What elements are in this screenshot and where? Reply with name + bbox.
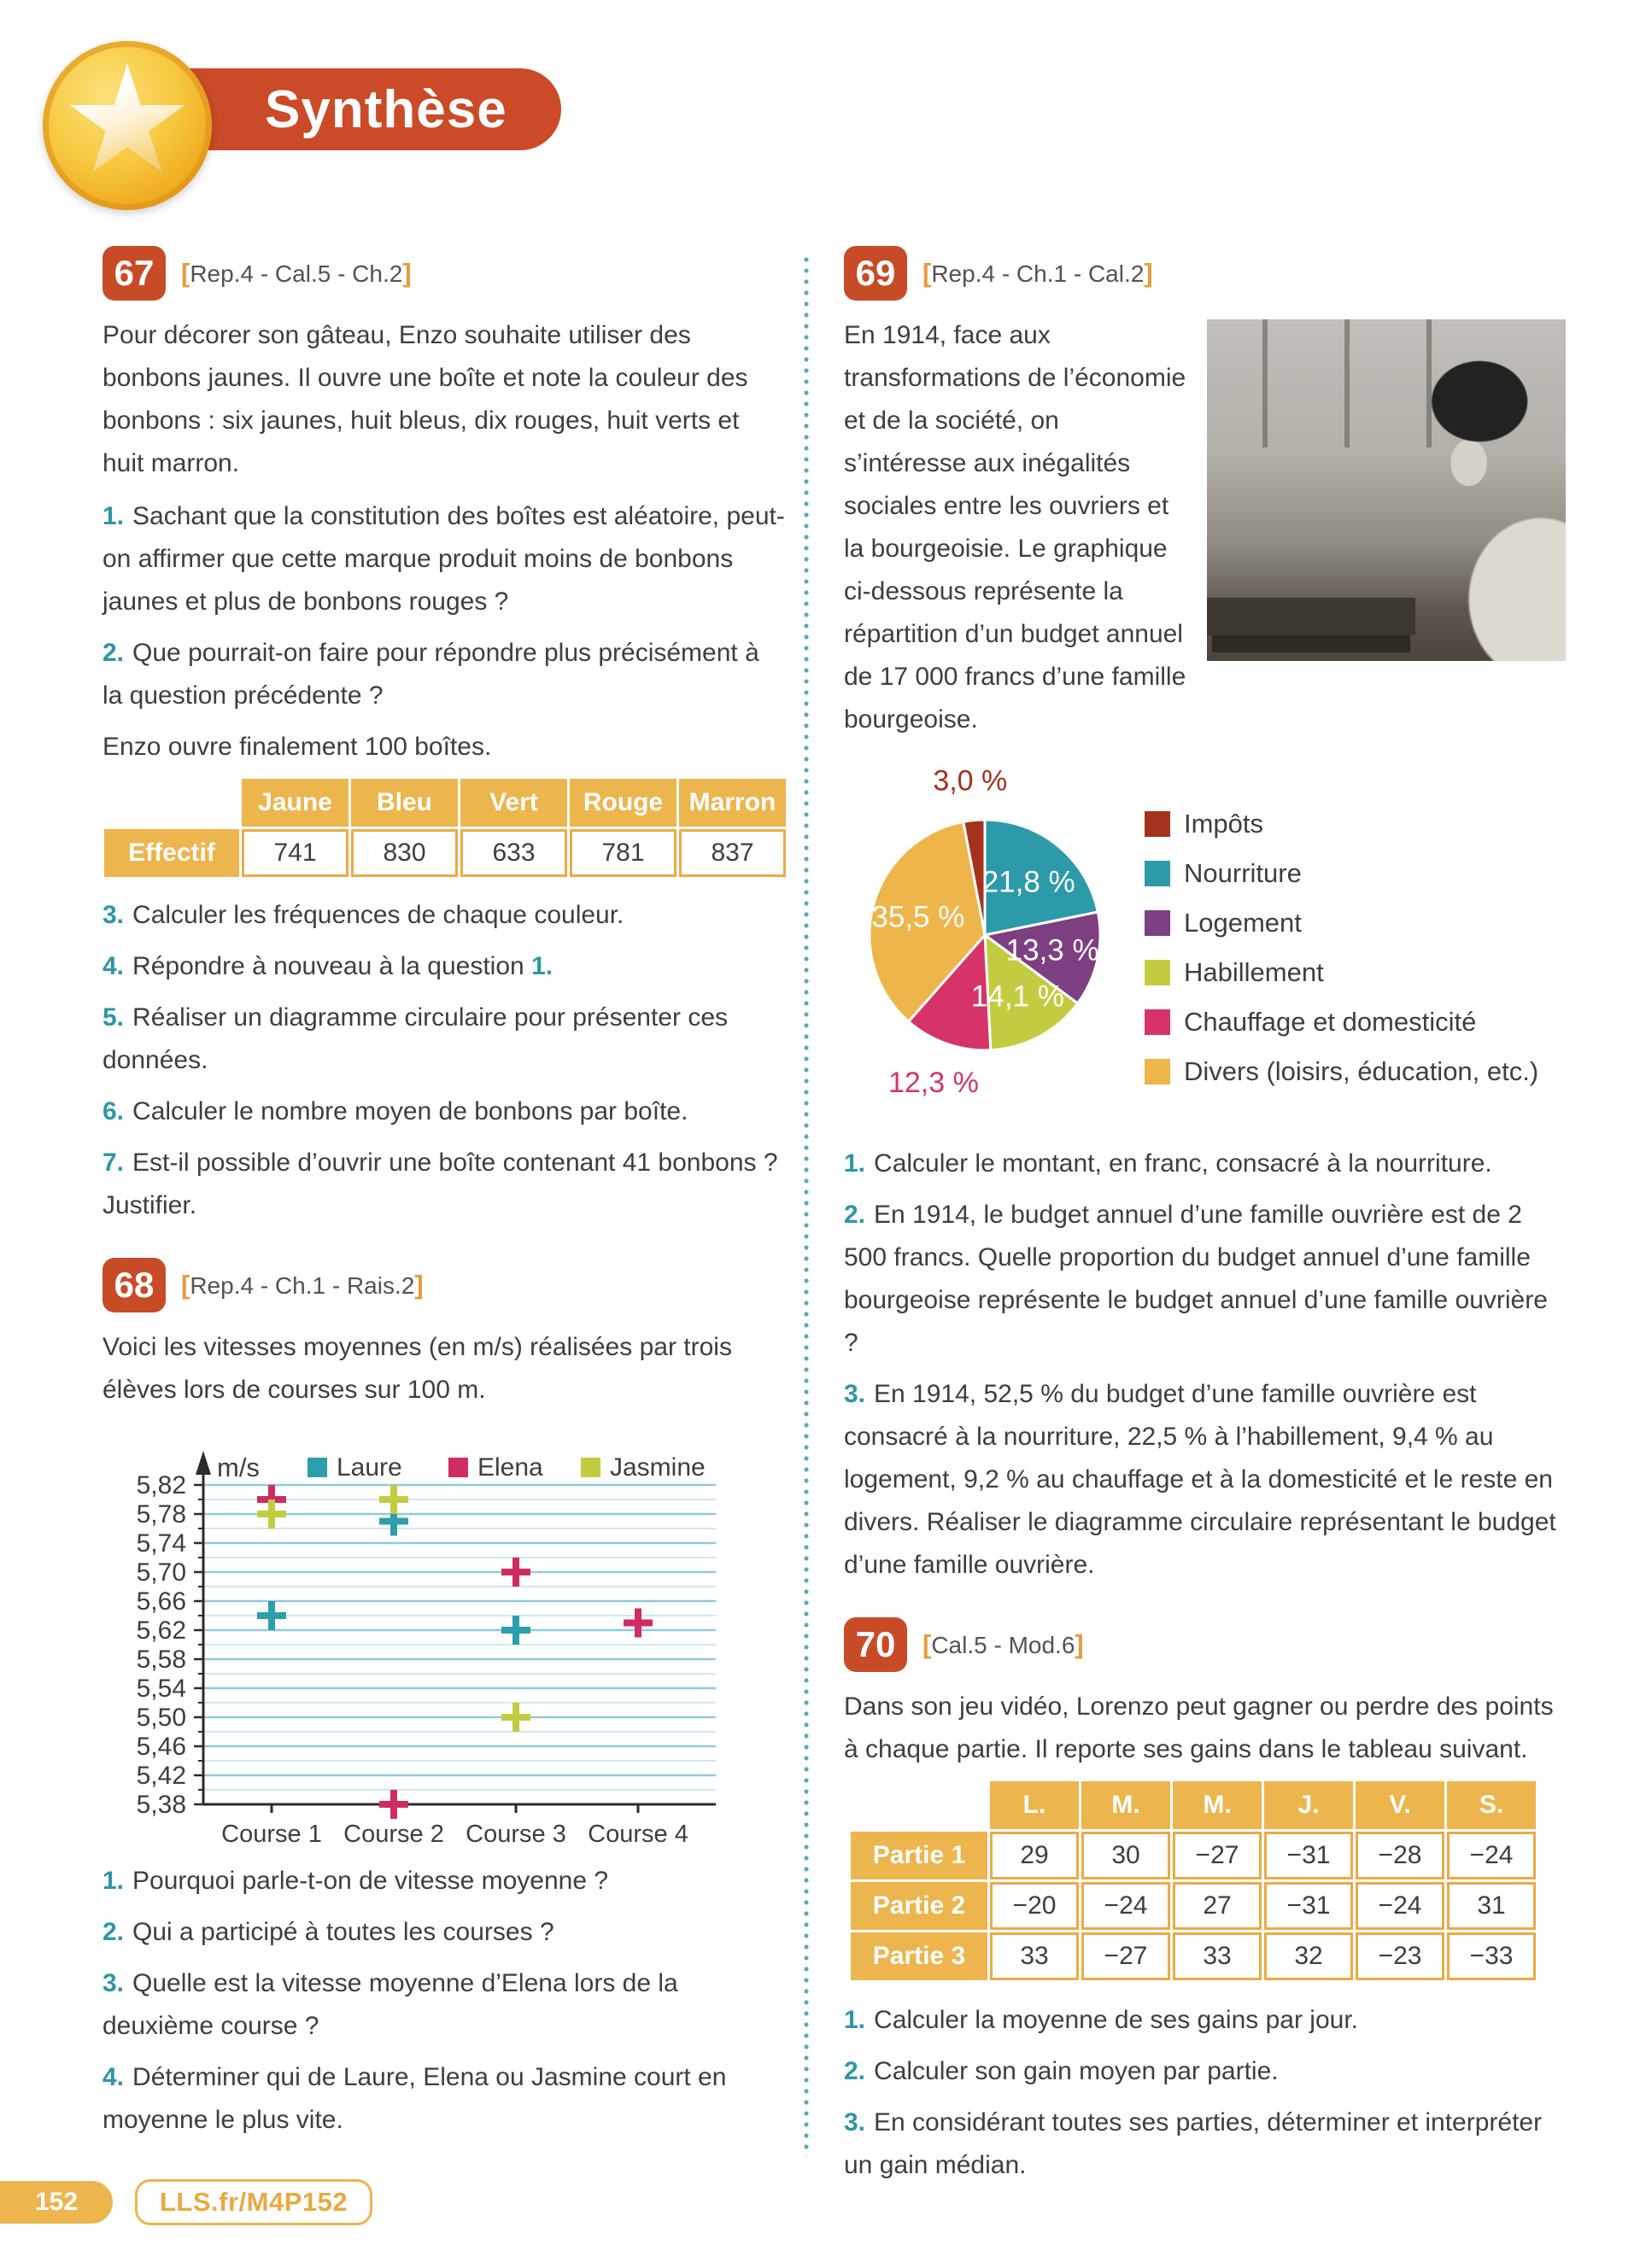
y-tick-label: 5,42 [136, 1762, 186, 1790]
question-text: Pourquoi parle-t-on de vitesse moyenne ? [132, 1867, 609, 1895]
pie-legend-item [1145, 958, 1538, 987]
exercise-number-badge: 67 [102, 246, 166, 301]
data-marker-laure [257, 1601, 286, 1630]
y-tick-label: 5,50 [136, 1704, 186, 1732]
table-corner-blank [851, 1781, 987, 1829]
question-text: En considérant toutes ses parties, déterminer et interpréter un gain médian. [844, 2108, 1543, 2179]
question-text: Calculer le nombre moyen de bonbons par boîte. [132, 1097, 688, 1125]
table-value: 837 [679, 829, 786, 877]
pie-slice-label: 13,3 % [1005, 933, 1099, 967]
question [844, 1999, 1566, 2042]
question [844, 2050, 1566, 2093]
bracket: ] [414, 1270, 424, 1300]
question-number: 3. [844, 1380, 866, 1408]
x-tick-label: Course 1 [221, 1821, 322, 1848]
pie-slice-label: 3,0 % [933, 764, 1008, 798]
legend-label: Jasmine [610, 1453, 706, 1482]
question-number: 2. [844, 1201, 866, 1229]
exercise-68-intro: Voici les vitesses moyennes (en m/s) réalisées par trois élèves lors de courses sur 100 m. [102, 1333, 732, 1404]
exercise-67-questions-after [102, 894, 786, 1227]
question-text: Calculer son gain moyen par partie. [874, 2057, 1279, 2085]
question-text: Sachant que la constitution des boîtes est aléatoire, peut-on affirmer que cette marque produit moins de bonbons jaunes et plus de bonbons rouges ? [102, 502, 785, 616]
exercise-tag-text: Rep.4 - Ch.1 - Rais.2 [190, 1272, 415, 1299]
photo-woman-workshop [1207, 319, 1566, 661]
page-title: Synthèse [265, 79, 507, 139]
legend-label: Chauffage et domesticité [1184, 1007, 1477, 1037]
bracket: ] [1075, 1629, 1084, 1659]
column-header: M. [1081, 1781, 1170, 1829]
exercise-tag-text: Rep.4 - Cal.5 - Ch.2 [190, 260, 403, 287]
bracket: [ [922, 258, 932, 288]
exercise-70-questions [844, 1999, 1566, 2187]
question [844, 1373, 1566, 1587]
pie-legend-item [1145, 859, 1538, 888]
column-header: Bleu [351, 779, 458, 827]
pie-legend-item [1145, 1008, 1538, 1037]
question [102, 945, 786, 988]
y-tick-label: 5,74 [136, 1529, 186, 1558]
column-header: S. [1447, 1781, 1536, 1829]
y-axis-arrow [196, 1451, 211, 1475]
exercise-67-questions-before [102, 495, 786, 717]
y-tick-label: 5,62 [136, 1616, 186, 1645]
question-text: Calculer le montant, en franc, consacré à la nourriture. [874, 1149, 1492, 1178]
row-header: Partie 2 [851, 1882, 987, 1930]
table-value: −24 [1447, 1832, 1536, 1879]
table-value: 27 [1173, 1882, 1262, 1930]
y-tick-label: 5,66 [136, 1587, 186, 1616]
exercise-tags [922, 1629, 1084, 1660]
table-value: 781 [570, 829, 676, 877]
pie-chart-legend [1145, 810, 1538, 1107]
y-tick-label: 5,58 [136, 1645, 186, 1674]
exercise-number-badge: 69 [844, 246, 907, 301]
scatter-chart-svg [102, 1422, 735, 1849]
column-header: Marron [679, 779, 786, 827]
legend-label: Nourriture [1184, 858, 1302, 888]
x-tick-label: Course 3 [466, 1821, 566, 1848]
candy-colors-table [104, 779, 786, 877]
table-value: −24 [1081, 1882, 1170, 1930]
data-marker-jasmine [257, 1499, 286, 1529]
table-value: 31 [1447, 1882, 1536, 1930]
exercise-70-intro: Dans son jeu vidéo, Lorenzo peut gagner ou perdre des points à chaque partie. Il reporte ses gains dans le tableau suivant. [844, 1692, 1554, 1763]
row-header: Partie 3 [851, 1932, 987, 1980]
question [102, 632, 786, 717]
question [102, 1142, 786, 1227]
row-header: Partie 1 [851, 1832, 987, 1879]
speeds-scatter-chart [102, 1422, 786, 1853]
legend-swatch [1145, 1009, 1170, 1035]
table-value: 633 [460, 829, 567, 877]
x-tick-label: Course 2 [343, 1821, 444, 1848]
question-number: 4. [102, 952, 125, 980]
question-text: En 1914, le budget annuel d’une famille ouvrière est de 2 500 francs. Quelle proportion du budget annuel d’une famille bourgeoise représente le budget annuel d’une famille ouvrière ? [844, 1201, 1548, 1357]
pie-legend-item [1145, 909, 1538, 938]
exercise-69-header [844, 246, 1566, 301]
column-divider [804, 256, 809, 2156]
table-value: −31 [1264, 1882, 1353, 1930]
question [102, 1090, 786, 1133]
column-header: Vert [460, 779, 567, 827]
question [844, 2101, 1566, 2187]
star-icon [67, 63, 187, 183]
exercise-67-intro: Pour décorer son gâteau, Enzo souhaite utiliser des bonbons jaunes. Il ouvre une boîte et note la couleur des bonbons : six jaunes, huit bleus, dix rouges, huit verts et huit marron. [102, 321, 748, 477]
column-header: V. [1356, 1781, 1444, 1829]
exercise-tags [181, 258, 412, 289]
question-text: Que pourrait-on faire pour répondre plus précisément à la question précédente ? [102, 639, 759, 710]
legend-swatch [1145, 960, 1170, 985]
exercise-68-questions [102, 1860, 786, 2142]
question-text: Réaliser un diagramme circulaire pour présenter ces données. [102, 1003, 729, 1074]
table-value: 33 [990, 1932, 1079, 1980]
pie-legend-item [1145, 1057, 1538, 1086]
exercise-67-header [102, 246, 786, 301]
budget-pie-chart [844, 751, 1566, 1136]
question-text: Quelle est la vitesse moyenne d’Elena lors de la deuxième course ? [102, 1969, 678, 2040]
bracket: ] [1144, 258, 1153, 288]
question-number: 5. [102, 1003, 125, 1032]
question-number: 1. [102, 1867, 125, 1895]
question-text: Répondre à nouveau à la question [132, 952, 532, 980]
pie-slice-label: 12,3 % [887, 1067, 979, 1099]
question [102, 894, 786, 937]
exercise-70-header [844, 1617, 1566, 1672]
exercise-tag-text: Cal.5 - Mod.6 [931, 1632, 1075, 1658]
legend-swatch [581, 1458, 600, 1477]
table-value: 29 [990, 1832, 1079, 1879]
bracket: [ [922, 1629, 932, 1659]
exercise-68-header [102, 1258, 786, 1312]
row-header: Effectif [104, 829, 239, 877]
bracket: [ [181, 258, 190, 288]
question-number: 1. [102, 502, 125, 530]
table-value: −24 [1356, 1882, 1444, 1930]
question-text: Qui a participé à toutes les courses ? [132, 1918, 554, 1946]
question-text: Est-il possible d’ouvrir une boîte contenant 41 bonbons ? Justifier. [102, 1149, 778, 1219]
legend-swatch [1145, 811, 1170, 837]
question-number: 2. [102, 1918, 125, 1946]
data-marker-laure [501, 1616, 530, 1645]
question-text: Déterminer qui de Laure, Elena ou Jasmine court en moyenne le plus vite. [102, 2063, 727, 2134]
y-tick-label: 5,54 [136, 1675, 186, 1703]
question-text: Calculer la moyenne de ses gains par jour. [874, 2006, 1359, 2034]
question-ref: 1. [531, 952, 554, 980]
question [844, 1143, 1566, 1185]
table-value: −33 [1447, 1932, 1536, 1980]
question-number: 6. [102, 1097, 125, 1125]
legend-label: Habillement [1184, 957, 1324, 987]
question-text: Calculer les fréquences de chaque couleur. [132, 901, 624, 929]
data-marker-jasmine [501, 1703, 530, 1732]
exercise-67-mid-text: Enzo ouvre finalement 100 boîtes. [102, 733, 492, 761]
data-marker-elena [624, 1609, 653, 1638]
question-number: 1. [844, 1149, 866, 1178]
exercise-tags [922, 258, 1153, 289]
table-value: 830 [351, 829, 458, 877]
pie-slice-label: 35,5 % [871, 900, 965, 934]
question-number: 2. [844, 2057, 866, 2085]
question-text: En 1914, 52,5 % du budget d’une famille ouvrière est consacré à la nourriture, 22,5 % à l’habillement, 9,4 % au logement, 9,2 % au chauffage et à la domesticité et le reste en divers. Réaliser le diagramme circulaire représentant le budget d’une famille ouvrière. [844, 1380, 1556, 1579]
legend-label: Elena [477, 1453, 543, 1482]
question-number: 1. [844, 2006, 866, 2034]
question-number: 3. [102, 901, 125, 929]
exercise-tag-text: Rep.4 - Ch.1 - Cal.2 [931, 260, 1145, 287]
column-header: L. [990, 1781, 1079, 1829]
data-marker-jasmine [379, 1485, 408, 1514]
column-header: Jaune [242, 779, 348, 827]
pie-legend-item [1145, 810, 1538, 839]
question [102, 997, 786, 1082]
table-value: 32 [1264, 1932, 1353, 1980]
table-value: 741 [242, 829, 348, 877]
table-value: 33 [1173, 1932, 1262, 1980]
data-marker-elena [379, 1790, 408, 1819]
table-value: −23 [1356, 1932, 1444, 1980]
legend-swatch [1145, 1059, 1170, 1084]
column-header: M. [1173, 1781, 1262, 1829]
y-tick-label: 5,82 [136, 1471, 186, 1499]
question-number: 4. [102, 2063, 125, 2091]
y-tick-label: 5,46 [136, 1733, 186, 1761]
data-marker-elena [501, 1558, 530, 1587]
y-tick-label: 5,78 [136, 1500, 186, 1529]
exercise-69-questions [844, 1143, 1566, 1587]
column-header: J. [1264, 1781, 1353, 1829]
table-value: −20 [990, 1882, 1079, 1930]
question [102, 1860, 786, 1903]
question-number: 2. [102, 639, 125, 667]
page-code-link[interactable]: LLS.fr/M4P152 [135, 2179, 372, 2225]
question [102, 495, 786, 623]
column-header: Rouge [570, 779, 676, 827]
exercise-69-intro-block [844, 314, 1566, 741]
table-value: −31 [1264, 1832, 1353, 1879]
pie-slice-label: 14,1 % [970, 979, 1064, 1014]
legend-swatch [448, 1458, 468, 1477]
y-axis-unit-label: m/s [217, 1453, 260, 1482]
question [844, 1194, 1566, 1365]
left-column [102, 246, 786, 2150]
legend-label: Impôts [1184, 809, 1264, 839]
bracket: [ [181, 1270, 190, 1300]
question-number: 3. [844, 2108, 866, 2136]
y-tick-label: 5,70 [136, 1558, 186, 1587]
legend-swatch [1145, 861, 1170, 886]
table-corner-blank [104, 779, 239, 827]
table-value: −28 [1356, 1832, 1444, 1879]
question-number: 3. [102, 1969, 125, 1997]
question [102, 2056, 786, 2142]
game-gains-table [851, 1781, 1566, 1980]
y-tick-label: 5,38 [136, 1791, 186, 1819]
legend-label: Divers (loisirs, éducation, etc.) [1184, 1056, 1539, 1086]
legend-label: Logement [1184, 908, 1302, 938]
exercise-tags [181, 1270, 424, 1301]
question [102, 1911, 786, 1954]
table-value: 30 [1081, 1832, 1170, 1879]
table-value: −27 [1173, 1832, 1262, 1879]
x-tick-label: Course 4 [588, 1821, 688, 1848]
question [102, 1962, 786, 2048]
exercise-number-badge: 70 [844, 1617, 907, 1672]
page-number-pill: 152 [0, 2181, 113, 2224]
legend-label: Laure [337, 1453, 402, 1482]
question-number: 7. [102, 1149, 125, 1177]
right-column [844, 246, 1566, 2195]
legend-swatch [1145, 910, 1170, 936]
exercise-number-badge: 68 [102, 1258, 166, 1312]
bracket: ] [402, 258, 412, 288]
pie-slice-label: 21,8 % [981, 865, 1075, 899]
star-medallion [43, 41, 212, 210]
table-value: −27 [1081, 1932, 1170, 1980]
exercise-69-intro: En 1914, face aux transformations de l’économie et de la société, on s’intéresse aux inégalités sociales entre les ouvriers et la bourgeoisie. Le graphique ci-dessous représente la répartition d’un budget annuel de 17 000 francs d’une famille bourgeoise. [844, 321, 1186, 734]
legend-swatch [308, 1458, 327, 1477]
